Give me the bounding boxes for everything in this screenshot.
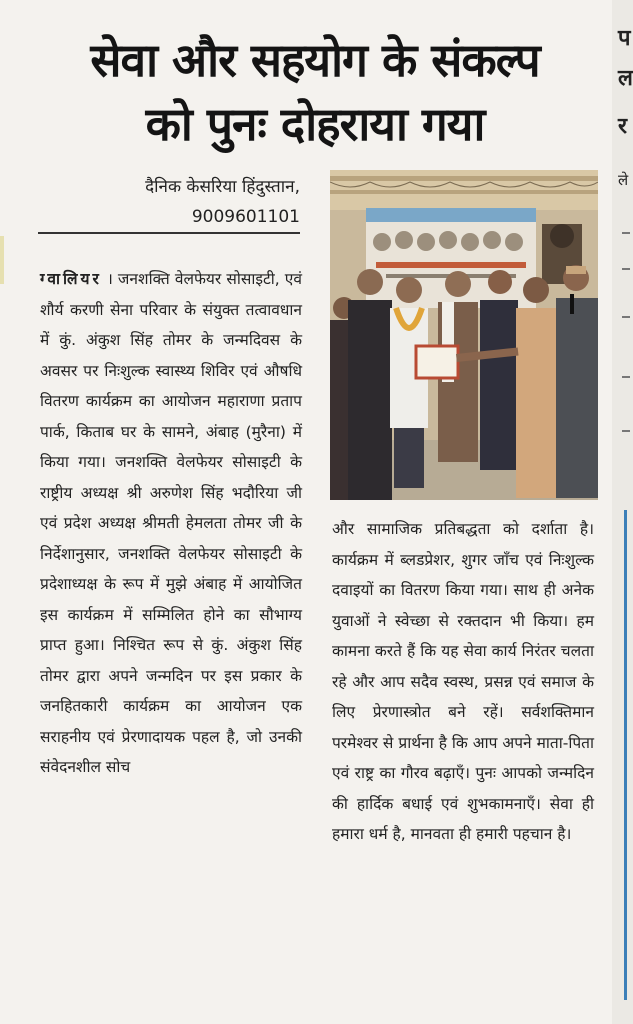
edge-mark [622, 376, 630, 378]
edge-glyph-4: ले [618, 171, 629, 189]
edge-mark [622, 316, 630, 318]
article-column-right: और सामाजिक प्रतिबद्धता को दर्शाता है। कार्यक्रम में ब्लडप्रेशर, शुगर जाँच एवं निःशुल्क दवाइयों का वितरण किया गया। साथ ही अनेक युवाओं ने स्वेच्छा से रक्तदान भी किया। हम कामना करते हैं कि यह सेवा कार्य निरंतर चलता रहे और आप सदैव स्वस्थ, प्रसन्न एवं समाज के लिए प्रेरणास्त्रोत बने रहें। सर्वशक्तिमान परमेश्वर से प्रार्थना है कि आप अपने माता-पिता एवं राष्ट्र का गौरव बढ़ाएँ। पुनः आपको जन्मदिन की हार्दिक बधाई एवं शुभकामनाएँ। सेवा ही हमारा धर्म है, मानवता ही हमारी पहचान है। [332, 520, 594, 843]
headline-line-2: को पुनः दोहराया गया [145, 97, 485, 151]
byline-divider [38, 232, 300, 234]
photo-event-award-icon [330, 170, 598, 500]
byline-phone: 9009601101 [191, 207, 300, 227]
body-left-text: । जनशक्ति वेलफेयर सोसाइटी, एवं शौर्य करणी सेना परिवार के संयुक्त तत्वावधान में कुं. अंकुश सिंह तोमर के जन्मदिवस के अवसर पर निःशुल्क स्वास्थ्य शिविर एवं औषधि वितरण कार्यक्रम का आयोजन महाराणा प्रताप पार्क, किताब घर के सामने, अंबाह (मुरैना) में किया गया। जनशक्ति वेलफेयर सोसाइटी के राष्ट्रीय अध्यक्ष श्री अरुणेश सिंह भदौरिया जी एवं प्रदेश अध्यक्ष श्रीमती हेमलता तोमर जी के निर्देशानुसार, जनशक्ति वेलफेयर सोसाइटी के प्रदेशाध्यक्ष के रूप में मुझे अंबाह में आयोजित इस कार्यक्रम में सम्मिलित होने का सौभाग्य प्राप्त हुआ। निश्चित रूप से कुं. अंकुश सिंह तोमर द्वारा अपने जन्मदिन पर इस प्रकार के जनहितकारी कार्यक्रम का आयोजन एक सराहनीय एवं प्रेरणादायक पहल है, जो उनकी संवेदनशील सोच [40, 270, 302, 776]
byline-source: दैनिक केसरिया हिंदुस्तान, [145, 177, 300, 197]
edge-glyph-3: र [618, 114, 627, 139]
left-edge-mark [0, 236, 4, 284]
edge-mark [622, 232, 630, 234]
headline-line-1: सेवा और सहयोग के संकल्प [90, 33, 540, 87]
edge-mark [622, 430, 630, 432]
edge-glyph-1: प [618, 26, 631, 51]
byline [38, 172, 300, 232]
dateline: ग्वालियर [40, 270, 102, 288]
edge-blue-border [624, 510, 627, 1000]
article-column-left [40, 264, 302, 783]
headline [20, 28, 610, 156]
edge-glyph-2: ल [618, 66, 633, 91]
event-photo [330, 170, 598, 500]
adjacent-article-strip [612, 0, 633, 1024]
edge-mark [622, 268, 630, 270]
